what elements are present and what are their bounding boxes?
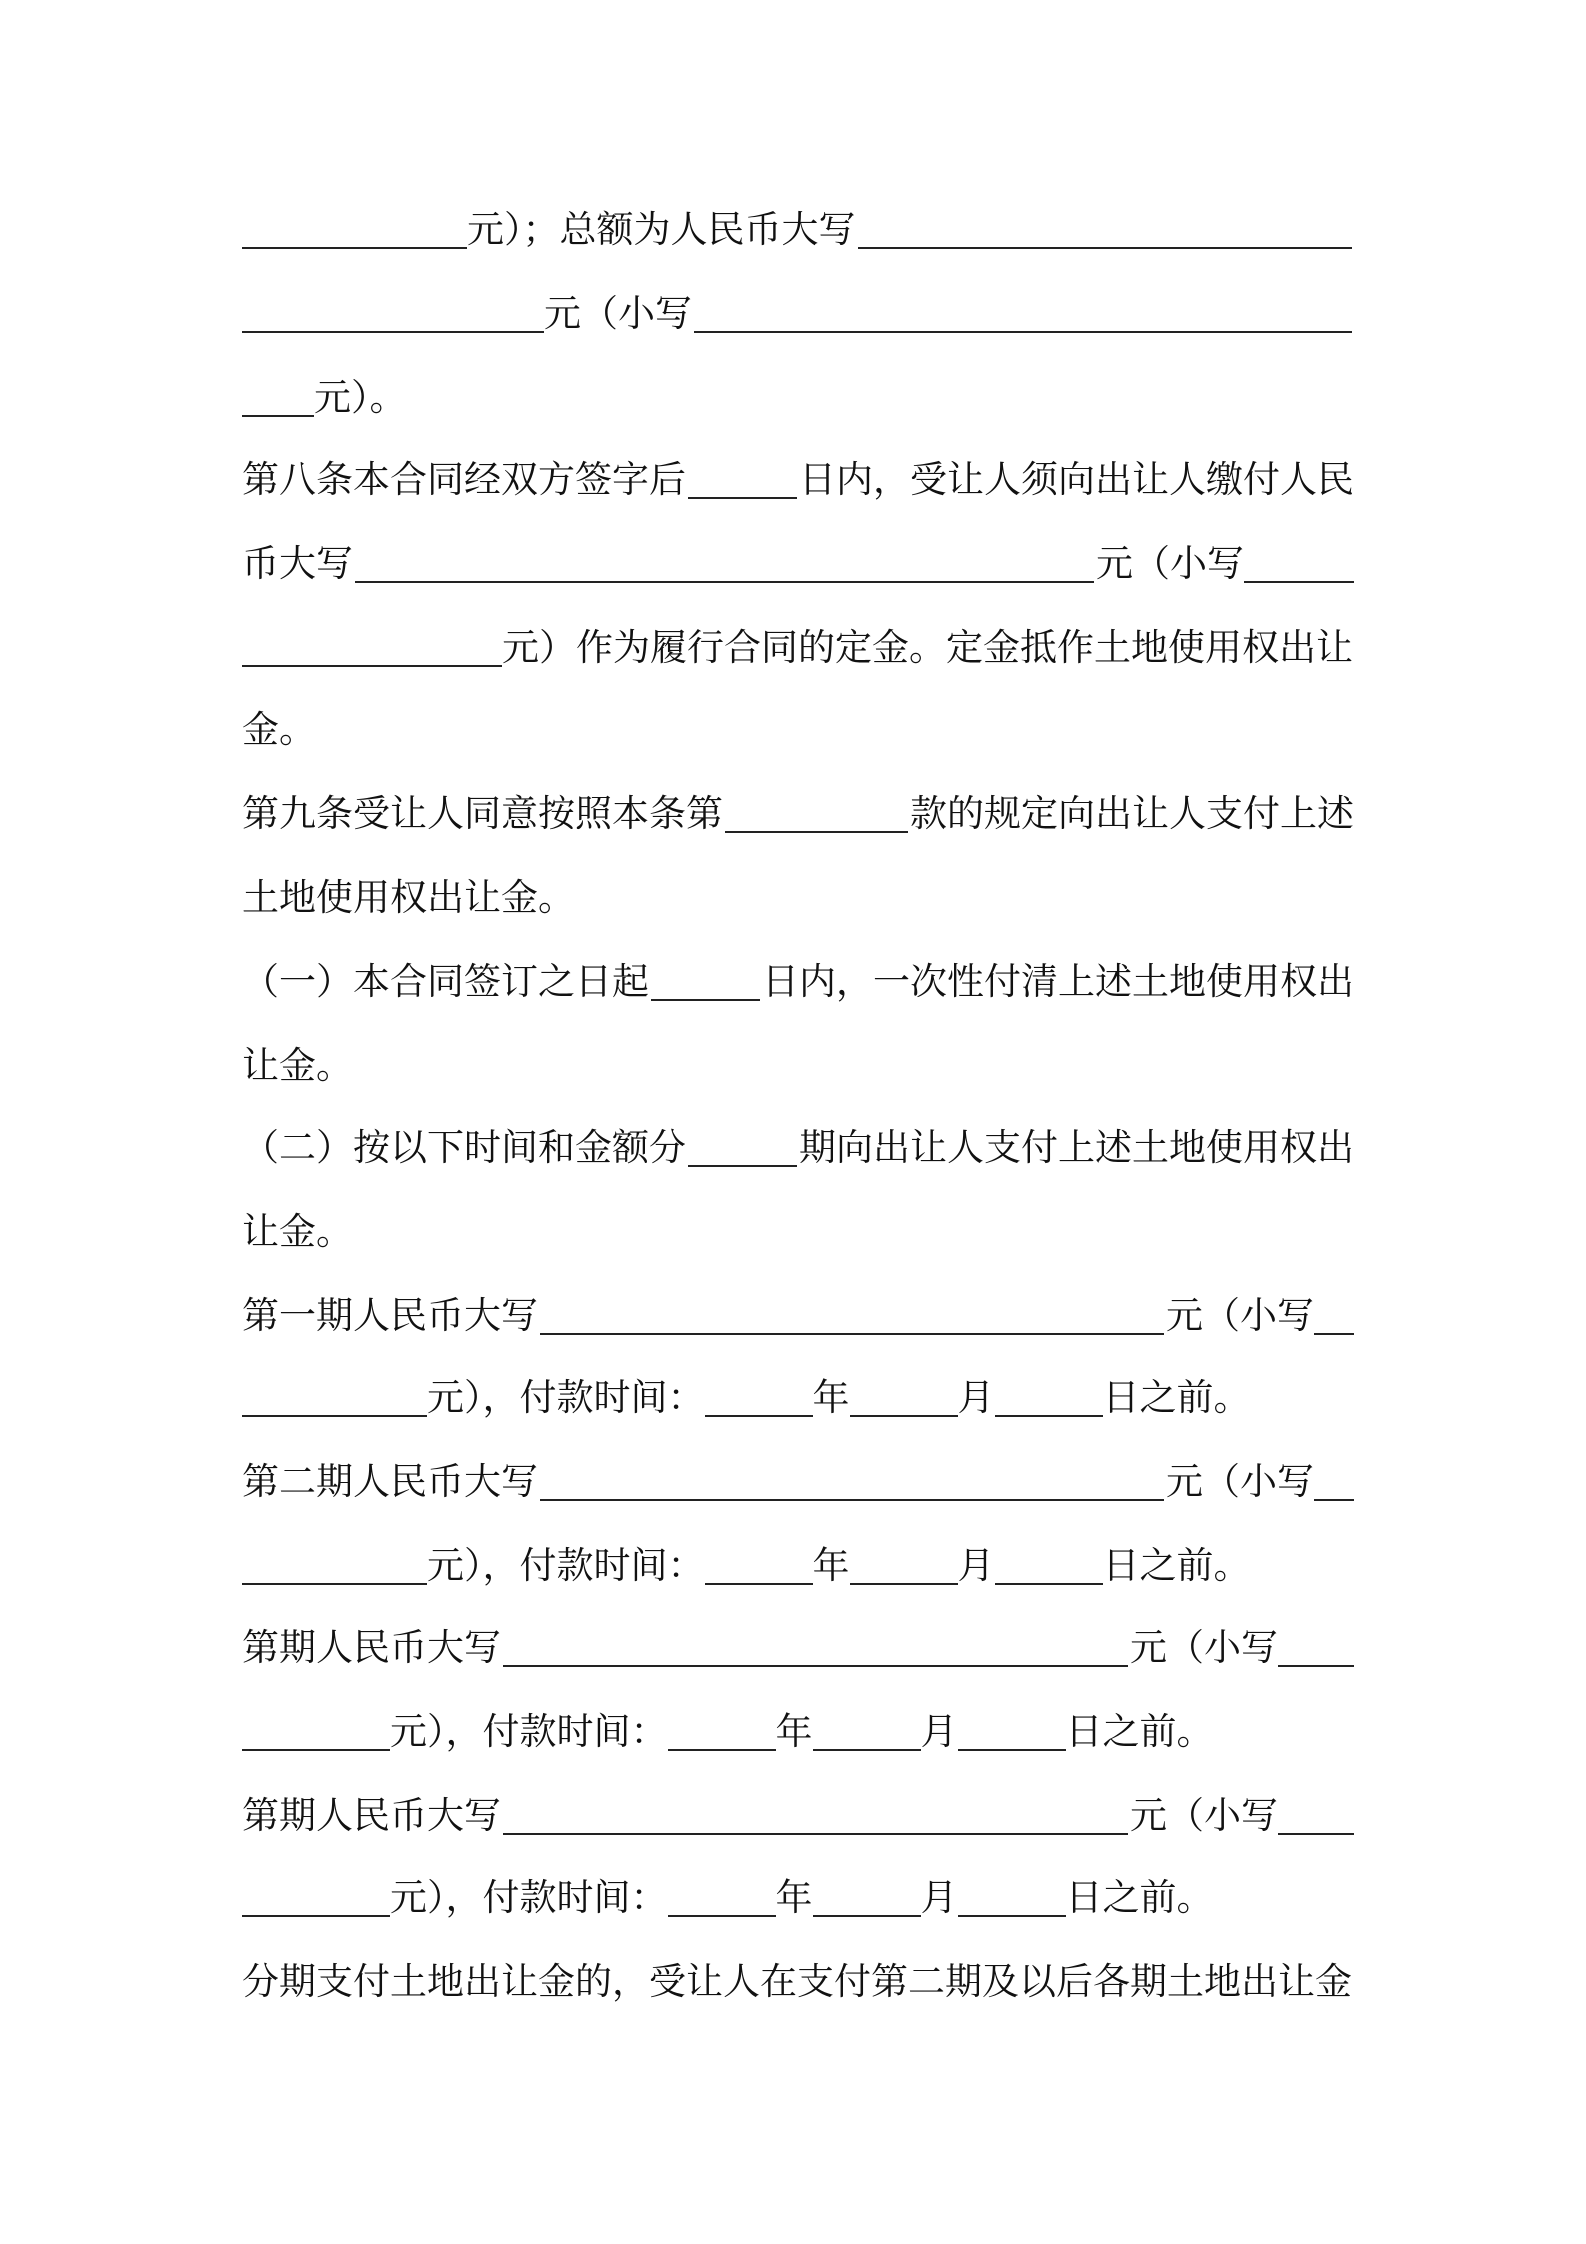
line-text: 日之前。 [1102,1376,1251,1419]
text-line [242,1706,1354,1758]
line-text: 月 [957,1376,995,1419]
line-text: 第二期人民币大写 [242,1460,538,1503]
line-text: 元）作为履行合同的定金。定金抵作土地使用权出让 [502,626,1353,669]
text-line [242,704,1354,756]
line-text: 年 [775,1710,813,1753]
text-line [242,1040,1354,1092]
text-line [242,956,1354,1008]
line-text: 元），付款时间： [427,1376,705,1419]
line-text: 第九条受让人同意按照本条第 [242,792,723,835]
line-text: 分期支付土地出让金的，受让人在支付第二期及以后各期土地出让金 [242,1960,1352,2003]
text-line [242,1622,1354,1674]
line-text: 元），付款时间： [427,1544,705,1587]
text-line [242,872,1354,924]
line-text: 金。 [242,708,316,751]
line-text: 元（小写 [1130,1626,1278,1669]
line-text: 元（小写 [544,292,692,335]
text-line [242,454,1354,506]
line-text: 元）；总额为人民币大写 [467,208,856,251]
text-line [242,1206,1354,1258]
text-line [242,538,1354,590]
line-text: 日之前。 [1065,1710,1214,1753]
line-text: （一）本合同签订之日起 [242,960,649,1003]
line-text: 日内，受让人须向出让人缴付人民 [799,458,1354,501]
line-text: 第一期人民币大写 [242,1294,538,1337]
text-line [242,1290,1354,1342]
text-line [242,1790,1354,1842]
fill-in-blank[interactable] [242,377,314,417]
fill-in-blank[interactable] [1314,1461,1354,1501]
fill-in-blank[interactable] [668,1711,776,1751]
text-line [242,204,1354,256]
text-line [242,788,1354,840]
line-text: 让金。 [242,1044,353,1087]
line-text: 日内，一次性付清上述土地使用权出 [762,960,1354,1003]
fill-in-blank[interactable] [958,1877,1066,1917]
fill-in-blank[interactable] [242,1377,427,1417]
line-text: 元），付款时间： [390,1710,668,1753]
fill-in-blank[interactable] [958,1711,1066,1751]
fill-in-blank[interactable] [242,293,544,333]
fill-in-blank[interactable] [813,1877,921,1917]
fill-in-blank[interactable] [242,1877,390,1917]
line-text: 元）。 [314,376,407,419]
line-text: 月 [920,1876,958,1919]
fill-in-blank[interactable] [688,1127,797,1167]
text-line [242,1956,1354,2008]
line-text: 元（小写 [1096,542,1244,585]
fill-in-blank[interactable] [503,1795,1128,1835]
fill-in-blank[interactable] [725,793,908,833]
line-text: （二）按以下时间和金额分 [242,1126,686,1169]
line-text: 期向出让人支付上述土地使用权出 [799,1126,1354,1169]
fill-in-blank[interactable] [540,1461,1164,1501]
fill-in-blank[interactable] [1244,543,1354,583]
line-text: 元（小写 [1130,1794,1278,1837]
text-line [242,1372,1354,1424]
fill-in-blank[interactable] [242,1711,390,1751]
fill-in-blank[interactable] [668,1877,776,1917]
line-text: 币大写 [242,542,353,585]
line-text: 第八条本合同经双方签字后 [242,458,686,501]
text-line [242,372,1354,424]
line-text: 月 [957,1544,995,1587]
fill-in-blank[interactable] [503,1627,1128,1667]
fill-in-blank[interactable] [850,1545,958,1585]
fill-in-blank[interactable] [705,1377,813,1417]
line-text: 元（小写 [1166,1294,1314,1337]
fill-in-blank[interactable] [688,459,797,499]
fill-in-blank[interactable] [1278,1795,1354,1835]
text-line [242,1540,1354,1592]
text-line [242,1872,1354,1924]
fill-in-blank[interactable] [1278,1627,1354,1667]
line-text: 日之前。 [1102,1544,1251,1587]
line-text: 款的规定向出让人支付上述 [910,792,1354,835]
line-text: 元），付款时间： [390,1876,668,1919]
fill-in-blank[interactable] [355,543,1094,583]
line-text: 年 [775,1876,813,1919]
text-line [242,1456,1354,1508]
fill-in-blank[interactable] [651,961,760,1001]
fill-in-blank[interactable] [242,1545,427,1585]
line-text: 元（小写 [1166,1460,1314,1503]
line-text: 年 [812,1544,850,1587]
fill-in-blank[interactable] [242,627,502,667]
fill-in-blank[interactable] [705,1545,813,1585]
fill-in-blank[interactable] [858,209,1353,249]
fill-in-blank[interactable] [995,1377,1103,1417]
fill-in-blank[interactable] [540,1295,1164,1335]
fill-in-blank[interactable] [694,293,1352,333]
fill-in-blank[interactable] [242,209,467,249]
text-line [242,622,1354,674]
fill-in-blank[interactable] [850,1377,958,1417]
line-text: 月 [920,1710,958,1753]
fill-in-blank[interactable] [995,1545,1103,1585]
line-text: 土地使用权出让金。 [242,876,575,919]
fill-in-blank[interactable] [1314,1295,1354,1335]
line-text: 第期人民币大写 [242,1626,501,1669]
fill-in-blank[interactable] [813,1711,921,1751]
line-text: 第期人民币大写 [242,1794,501,1837]
text-line [242,1122,1354,1174]
text-line [242,288,1354,340]
line-text: 让金。 [242,1210,353,1253]
line-text: 年 [812,1376,850,1419]
line-text: 日之前。 [1065,1876,1214,1919]
